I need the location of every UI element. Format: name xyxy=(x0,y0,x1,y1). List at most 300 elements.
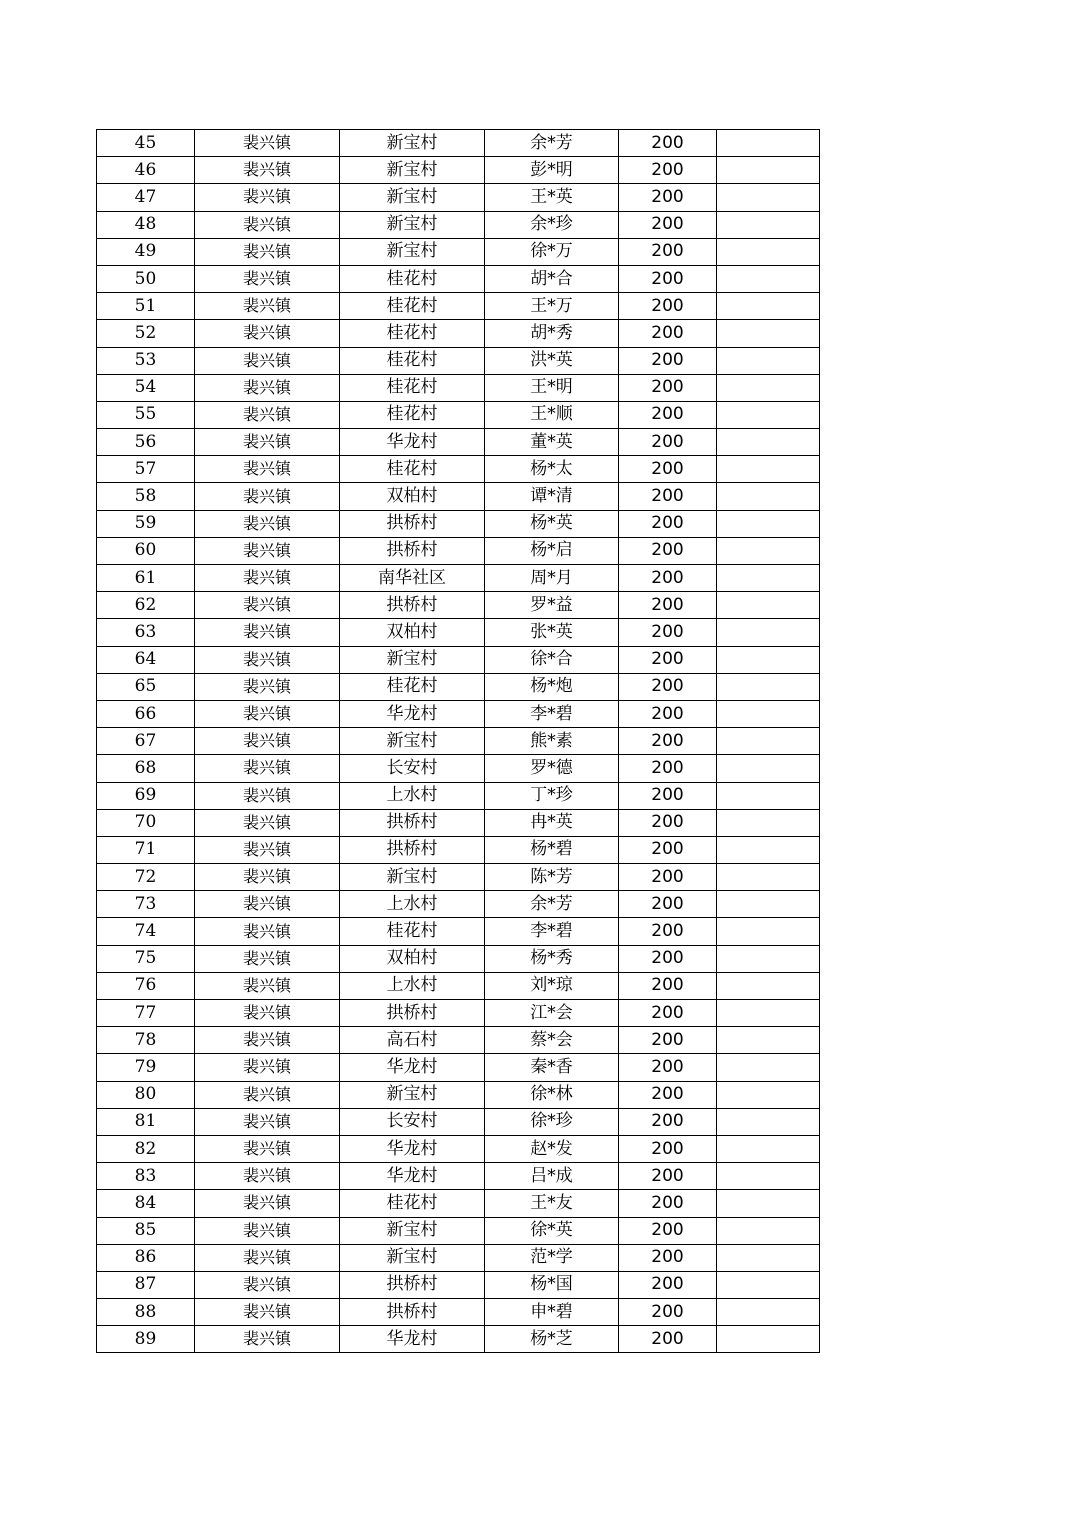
cell-note xyxy=(717,864,820,891)
cell-name: 杨*炮 xyxy=(485,673,619,700)
cell-index: 73 xyxy=(97,891,195,918)
cell-village: 新宝村 xyxy=(340,1081,485,1108)
cell-note xyxy=(717,1027,820,1054)
table-row xyxy=(97,456,820,483)
cell-index: 74 xyxy=(97,918,195,945)
cell-index: 48 xyxy=(97,211,195,238)
cell-note xyxy=(717,184,820,211)
table-row xyxy=(97,320,820,347)
cell-note xyxy=(717,293,820,320)
cell-name: 董*英 xyxy=(485,429,619,456)
cell-village: 拱桥村 xyxy=(340,537,485,564)
cell-note xyxy=(717,782,820,809)
cell-town: 裴兴镇 xyxy=(195,238,340,265)
cell-village: 桂花村 xyxy=(340,374,485,401)
table-row xyxy=(97,1190,820,1217)
cell-amount: 200 xyxy=(619,1135,717,1162)
cell-town: 裴兴镇 xyxy=(195,700,340,727)
table-row xyxy=(97,184,820,211)
cell-note xyxy=(717,700,820,727)
cell-town: 裴兴镇 xyxy=(195,782,340,809)
cell-town: 裴兴镇 xyxy=(195,592,340,619)
cell-index: 57 xyxy=(97,456,195,483)
cell-village: 拱桥村 xyxy=(340,836,485,863)
roster-table xyxy=(96,129,820,1353)
cell-town: 裴兴镇 xyxy=(195,891,340,918)
cell-index: 62 xyxy=(97,592,195,619)
cell-name: 谭*清 xyxy=(485,483,619,510)
cell-town: 裴兴镇 xyxy=(195,401,340,428)
cell-index: 80 xyxy=(97,1081,195,1108)
cell-note xyxy=(717,1081,820,1108)
cell-index: 71 xyxy=(97,836,195,863)
cell-note xyxy=(717,1135,820,1162)
table-row xyxy=(97,728,820,755)
cell-town: 裴兴镇 xyxy=(195,211,340,238)
cell-note xyxy=(717,1326,820,1353)
cell-village: 华龙村 xyxy=(340,1054,485,1081)
cell-town: 裴兴镇 xyxy=(195,619,340,646)
cell-index: 77 xyxy=(97,1000,195,1027)
cell-note xyxy=(717,891,820,918)
cell-village: 拱桥村 xyxy=(340,1299,485,1326)
cell-index: 86 xyxy=(97,1244,195,1271)
cell-amount: 200 xyxy=(619,1244,717,1271)
table-row xyxy=(97,537,820,564)
cell-note xyxy=(717,972,820,999)
cell-note xyxy=(717,238,820,265)
cell-village: 华龙村 xyxy=(340,700,485,727)
cell-town: 裴兴镇 xyxy=(195,673,340,700)
table-row xyxy=(97,1271,820,1298)
cell-name: 徐*林 xyxy=(485,1081,619,1108)
cell-note xyxy=(717,1163,820,1190)
cell-town: 裴兴镇 xyxy=(195,1135,340,1162)
cell-note xyxy=(717,157,820,184)
table-row xyxy=(97,1163,820,1190)
cell-village: 上水村 xyxy=(340,891,485,918)
cell-name: 王*友 xyxy=(485,1190,619,1217)
cell-note xyxy=(717,565,820,592)
table-row xyxy=(97,673,820,700)
cell-name: 李*碧 xyxy=(485,918,619,945)
cell-amount: 200 xyxy=(619,673,717,700)
cell-name: 余*芳 xyxy=(485,891,619,918)
cell-amount: 200 xyxy=(619,891,717,918)
cell-amount: 200 xyxy=(619,619,717,646)
cell-note xyxy=(717,401,820,428)
cell-index: 79 xyxy=(97,1054,195,1081)
table-row xyxy=(97,918,820,945)
cell-village: 桂花村 xyxy=(340,918,485,945)
cell-name: 申*碧 xyxy=(485,1299,619,1326)
cell-name: 余*珍 xyxy=(485,211,619,238)
cell-village: 新宝村 xyxy=(340,157,485,184)
cell-name: 徐*万 xyxy=(485,238,619,265)
cell-name: 丁*珍 xyxy=(485,782,619,809)
cell-amount: 200 xyxy=(619,836,717,863)
cell-village: 桂花村 xyxy=(340,456,485,483)
cell-note xyxy=(717,945,820,972)
cell-amount: 200 xyxy=(619,211,717,238)
cell-index: 53 xyxy=(97,347,195,374)
cell-note xyxy=(717,211,820,238)
cell-amount: 200 xyxy=(619,1163,717,1190)
cell-note xyxy=(717,374,820,401)
cell-index: 51 xyxy=(97,293,195,320)
table-row xyxy=(97,211,820,238)
cell-village: 新宝村 xyxy=(340,1217,485,1244)
cell-village: 桂花村 xyxy=(340,320,485,347)
table-row xyxy=(97,1000,820,1027)
cell-village: 华龙村 xyxy=(340,1135,485,1162)
cell-amount: 200 xyxy=(619,130,717,157)
cell-village: 桂花村 xyxy=(340,673,485,700)
cell-name: 徐*合 xyxy=(485,646,619,673)
cell-village: 拱桥村 xyxy=(340,1271,485,1298)
table-row xyxy=(97,972,820,999)
table-row xyxy=(97,700,820,727)
cell-amount: 200 xyxy=(619,238,717,265)
cell-amount: 200 xyxy=(619,782,717,809)
cell-name: 罗*益 xyxy=(485,592,619,619)
cell-town: 裴兴镇 xyxy=(195,945,340,972)
cell-index: 69 xyxy=(97,782,195,809)
cell-index: 52 xyxy=(97,320,195,347)
cell-town: 裴兴镇 xyxy=(195,1271,340,1298)
cell-town: 裴兴镇 xyxy=(195,565,340,592)
cell-amount: 200 xyxy=(619,510,717,537)
cell-amount: 200 xyxy=(619,1081,717,1108)
cell-note xyxy=(717,130,820,157)
cell-note xyxy=(717,483,820,510)
cell-note xyxy=(717,619,820,646)
cell-note xyxy=(717,1299,820,1326)
cell-town: 裴兴镇 xyxy=(195,537,340,564)
table-row xyxy=(97,864,820,891)
cell-index: 70 xyxy=(97,809,195,836)
cell-village: 华龙村 xyxy=(340,429,485,456)
cell-index: 68 xyxy=(97,755,195,782)
cell-note xyxy=(717,1054,820,1081)
cell-name: 江*会 xyxy=(485,1000,619,1027)
cell-index: 45 xyxy=(97,130,195,157)
cell-name: 彭*明 xyxy=(485,157,619,184)
cell-name: 周*月 xyxy=(485,565,619,592)
cell-name: 李*碧 xyxy=(485,700,619,727)
cell-town: 裴兴镇 xyxy=(195,456,340,483)
spreadsheet-page xyxy=(96,129,820,1353)
cell-town: 裴兴镇 xyxy=(195,1081,340,1108)
cell-note xyxy=(717,836,820,863)
cell-name: 洪*英 xyxy=(485,347,619,374)
table-row xyxy=(97,130,820,157)
table-row xyxy=(97,429,820,456)
cell-name: 王*明 xyxy=(485,374,619,401)
cell-town: 裴兴镇 xyxy=(195,809,340,836)
cell-village: 高石村 xyxy=(340,1027,485,1054)
cell-town: 裴兴镇 xyxy=(195,864,340,891)
cell-amount: 200 xyxy=(619,184,717,211)
cell-amount: 200 xyxy=(619,1000,717,1027)
cell-village: 双柏村 xyxy=(340,945,485,972)
cell-town: 裴兴镇 xyxy=(195,918,340,945)
cell-name: 吕*成 xyxy=(485,1163,619,1190)
cell-amount: 200 xyxy=(619,320,717,347)
cell-name: 杨*芝 xyxy=(485,1326,619,1353)
cell-note xyxy=(717,1244,820,1271)
cell-index: 78 xyxy=(97,1027,195,1054)
cell-index: 85 xyxy=(97,1217,195,1244)
table-row xyxy=(97,347,820,374)
cell-amount: 200 xyxy=(619,1054,717,1081)
cell-note xyxy=(717,646,820,673)
cell-name: 杨*太 xyxy=(485,456,619,483)
cell-town: 裴兴镇 xyxy=(195,728,340,755)
cell-amount: 200 xyxy=(619,1217,717,1244)
cell-name: 张*英 xyxy=(485,619,619,646)
cell-index: 54 xyxy=(97,374,195,401)
cell-note xyxy=(717,809,820,836)
cell-name: 杨*秀 xyxy=(485,945,619,972)
cell-note xyxy=(717,918,820,945)
cell-town: 裴兴镇 xyxy=(195,1163,340,1190)
table-row xyxy=(97,1108,820,1135)
cell-note xyxy=(717,755,820,782)
cell-town: 裴兴镇 xyxy=(195,347,340,374)
cell-village: 新宝村 xyxy=(340,1244,485,1271)
cell-amount: 200 xyxy=(619,1299,717,1326)
cell-village: 拱桥村 xyxy=(340,592,485,619)
cell-town: 裴兴镇 xyxy=(195,1000,340,1027)
cell-name: 秦*香 xyxy=(485,1054,619,1081)
cell-town: 裴兴镇 xyxy=(195,755,340,782)
cell-note xyxy=(717,728,820,755)
cell-village: 双柏村 xyxy=(340,619,485,646)
cell-name: 范*学 xyxy=(485,1244,619,1271)
cell-name: 陈*芳 xyxy=(485,864,619,891)
cell-name: 蔡*会 xyxy=(485,1027,619,1054)
cell-amount: 200 xyxy=(619,1108,717,1135)
cell-index: 58 xyxy=(97,483,195,510)
cell-town: 裴兴镇 xyxy=(195,483,340,510)
cell-village: 新宝村 xyxy=(340,864,485,891)
cell-name: 王*英 xyxy=(485,184,619,211)
cell-amount: 200 xyxy=(619,537,717,564)
cell-note xyxy=(717,320,820,347)
table-row xyxy=(97,1081,820,1108)
cell-note xyxy=(717,1108,820,1135)
cell-town: 裴兴镇 xyxy=(195,265,340,292)
cell-index: 50 xyxy=(97,265,195,292)
table-row xyxy=(97,238,820,265)
cell-index: 64 xyxy=(97,646,195,673)
cell-village: 新宝村 xyxy=(340,184,485,211)
cell-note xyxy=(717,265,820,292)
cell-note xyxy=(717,1217,820,1244)
cell-amount: 200 xyxy=(619,700,717,727)
table-row xyxy=(97,1326,820,1353)
table-row xyxy=(97,1135,820,1162)
table-row xyxy=(97,891,820,918)
cell-amount: 200 xyxy=(619,374,717,401)
cell-amount: 200 xyxy=(619,592,717,619)
cell-index: 63 xyxy=(97,619,195,646)
cell-name: 徐*珍 xyxy=(485,1108,619,1135)
cell-index: 46 xyxy=(97,157,195,184)
table-row xyxy=(97,1217,820,1244)
cell-village: 拱桥村 xyxy=(340,510,485,537)
cell-name: 胡*秀 xyxy=(485,320,619,347)
cell-amount: 200 xyxy=(619,483,717,510)
table-row xyxy=(97,565,820,592)
cell-town: 裴兴镇 xyxy=(195,1027,340,1054)
cell-amount: 200 xyxy=(619,809,717,836)
cell-village: 新宝村 xyxy=(340,728,485,755)
cell-name: 胡*合 xyxy=(485,265,619,292)
cell-name: 王*顺 xyxy=(485,401,619,428)
cell-index: 75 xyxy=(97,945,195,972)
cell-amount: 200 xyxy=(619,401,717,428)
cell-village: 桂花村 xyxy=(340,1190,485,1217)
cell-amount: 200 xyxy=(619,728,717,755)
cell-amount: 200 xyxy=(619,456,717,483)
cell-village: 长安村 xyxy=(340,1108,485,1135)
cell-index: 88 xyxy=(97,1299,195,1326)
cell-village: 华龙村 xyxy=(340,1163,485,1190)
cell-town: 裴兴镇 xyxy=(195,646,340,673)
cell-name: 罗*德 xyxy=(485,755,619,782)
cell-index: 81 xyxy=(97,1108,195,1135)
cell-village: 双柏村 xyxy=(340,483,485,510)
table-row xyxy=(97,483,820,510)
table-row xyxy=(97,836,820,863)
cell-index: 76 xyxy=(97,972,195,999)
cell-amount: 200 xyxy=(619,347,717,374)
cell-amount: 200 xyxy=(619,972,717,999)
table-row xyxy=(97,374,820,401)
cell-amount: 200 xyxy=(619,945,717,972)
cell-amount: 200 xyxy=(619,1271,717,1298)
cell-amount: 200 xyxy=(619,265,717,292)
table-row xyxy=(97,809,820,836)
cell-name: 徐*英 xyxy=(485,1217,619,1244)
table-row xyxy=(97,782,820,809)
cell-note xyxy=(717,510,820,537)
cell-name: 熊*素 xyxy=(485,728,619,755)
table-row xyxy=(97,401,820,428)
cell-index: 65 xyxy=(97,673,195,700)
cell-town: 裴兴镇 xyxy=(195,1217,340,1244)
cell-town: 裴兴镇 xyxy=(195,972,340,999)
cell-town: 裴兴镇 xyxy=(195,1244,340,1271)
cell-note xyxy=(717,673,820,700)
cell-village: 新宝村 xyxy=(340,238,485,265)
cell-note xyxy=(717,456,820,483)
cell-village: 新宝村 xyxy=(340,211,485,238)
cell-name: 王*万 xyxy=(485,293,619,320)
cell-town: 裴兴镇 xyxy=(195,157,340,184)
table-row xyxy=(97,619,820,646)
table-row xyxy=(97,293,820,320)
cell-amount: 200 xyxy=(619,864,717,891)
table-body xyxy=(97,130,820,1353)
table-row xyxy=(97,1244,820,1271)
cell-village: 桂花村 xyxy=(340,265,485,292)
cell-amount: 200 xyxy=(619,1190,717,1217)
cell-amount: 200 xyxy=(619,646,717,673)
cell-index: 66 xyxy=(97,700,195,727)
cell-index: 67 xyxy=(97,728,195,755)
cell-town: 裴兴镇 xyxy=(195,184,340,211)
cell-index: 87 xyxy=(97,1271,195,1298)
cell-index: 55 xyxy=(97,401,195,428)
cell-name: 杨*碧 xyxy=(485,836,619,863)
table-row xyxy=(97,1299,820,1326)
cell-note xyxy=(717,1271,820,1298)
cell-note xyxy=(717,592,820,619)
cell-name: 冉*英 xyxy=(485,809,619,836)
table-row xyxy=(97,646,820,673)
table-row xyxy=(97,755,820,782)
cell-index: 56 xyxy=(97,429,195,456)
cell-name: 杨*启 xyxy=(485,537,619,564)
table-row xyxy=(97,510,820,537)
table-row xyxy=(97,592,820,619)
cell-amount: 200 xyxy=(619,293,717,320)
cell-village: 南华社区 xyxy=(340,565,485,592)
cell-village: 华龙村 xyxy=(340,1326,485,1353)
cell-index: 82 xyxy=(97,1135,195,1162)
cell-note xyxy=(717,1190,820,1217)
cell-town: 裴兴镇 xyxy=(195,1299,340,1326)
cell-town: 裴兴镇 xyxy=(195,1054,340,1081)
cell-village: 拱桥村 xyxy=(340,1000,485,1027)
cell-index: 84 xyxy=(97,1190,195,1217)
cell-village: 新宝村 xyxy=(340,130,485,157)
table-row xyxy=(97,1054,820,1081)
cell-town: 裴兴镇 xyxy=(195,1190,340,1217)
cell-amount: 200 xyxy=(619,1326,717,1353)
cell-index: 72 xyxy=(97,864,195,891)
cell-village: 拱桥村 xyxy=(340,809,485,836)
cell-name: 杨*国 xyxy=(485,1271,619,1298)
cell-index: 61 xyxy=(97,565,195,592)
cell-note xyxy=(717,347,820,374)
cell-amount: 200 xyxy=(619,918,717,945)
table-row xyxy=(97,1027,820,1054)
cell-town: 裴兴镇 xyxy=(195,429,340,456)
cell-village: 上水村 xyxy=(340,782,485,809)
cell-amount: 200 xyxy=(619,429,717,456)
cell-village: 桂花村 xyxy=(340,347,485,374)
cell-index: 59 xyxy=(97,510,195,537)
cell-note xyxy=(717,429,820,456)
cell-village: 长安村 xyxy=(340,755,485,782)
cell-name: 刘*琼 xyxy=(485,972,619,999)
cell-town: 裴兴镇 xyxy=(195,1108,340,1135)
table-row xyxy=(97,945,820,972)
cell-index: 49 xyxy=(97,238,195,265)
cell-name: 余*芳 xyxy=(485,130,619,157)
cell-index: 60 xyxy=(97,537,195,564)
table-row xyxy=(97,157,820,184)
table-row xyxy=(97,265,820,292)
cell-town: 裴兴镇 xyxy=(195,510,340,537)
cell-index: 47 xyxy=(97,184,195,211)
cell-town: 裴兴镇 xyxy=(195,1326,340,1353)
cell-town: 裴兴镇 xyxy=(195,130,340,157)
